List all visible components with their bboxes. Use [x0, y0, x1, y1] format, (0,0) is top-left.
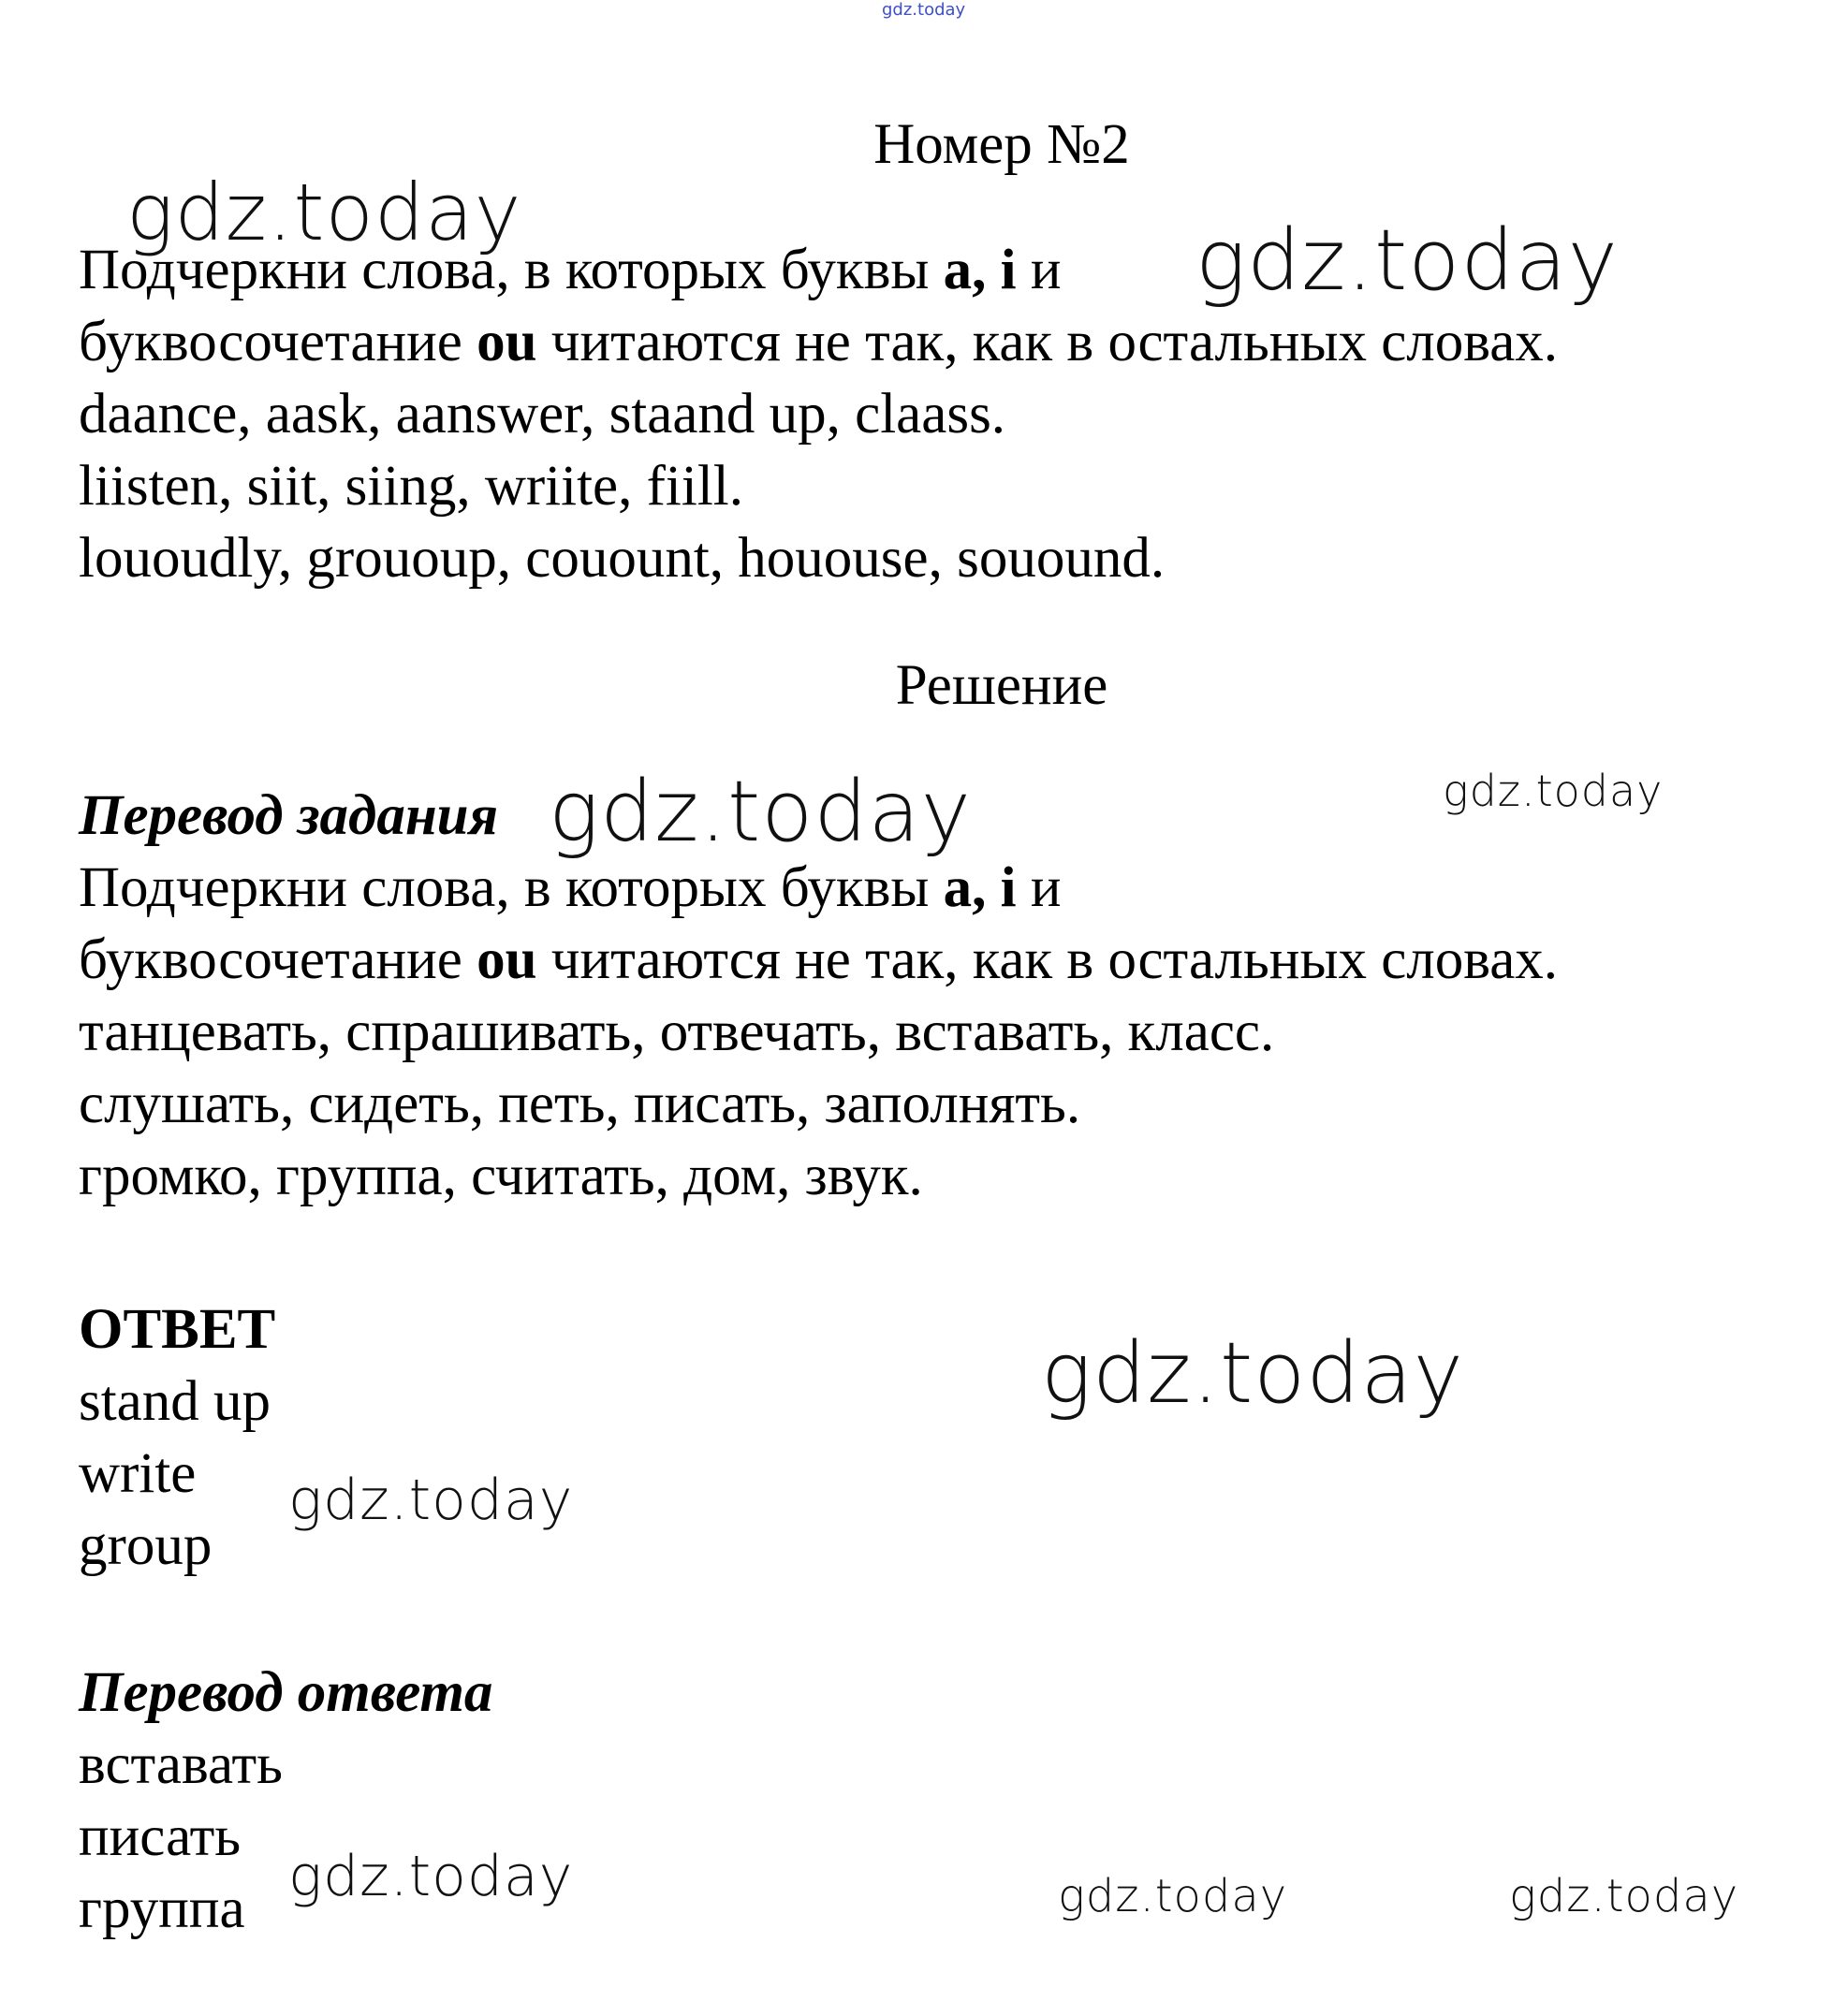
watermark: gdz.today: [1509, 1870, 1739, 1922]
task-line-2: [79, 306, 1558, 378]
answer-item: write: [79, 1442, 197, 1505]
page-title: Номер №2: [873, 113, 1130, 176]
watermark: gdz.today: [1443, 766, 1664, 816]
task-line-1-pre: Подчеркни слова, в которых буквы: [79, 239, 944, 301]
watermark: gdz.today: [1041, 1324, 1464, 1423]
tr-line-2-pre: буквосочетание: [79, 928, 477, 991]
watermark: gdz.today: [288, 1468, 574, 1533]
task-line-1-post: и: [1016, 239, 1062, 301]
answer-translation-item: группа: [79, 1877, 245, 1940]
answer-item: stand up: [79, 1370, 271, 1433]
answer-translation-item: писать: [79, 1805, 242, 1868]
task-translation-heading: Перевод задания: [79, 784, 499, 847]
task-words-i: liisten, siit, siing, wriite, fiill.: [79, 455, 743, 518]
task-words-ou: lououdly, grououp, couount, hououse, souound.: [79, 527, 1166, 590]
tr-line-2-letters: ou: [477, 928, 537, 991]
watermark-top: gdz.today: [882, 0, 966, 20]
answer-item: group: [79, 1514, 213, 1577]
answer-heading: ОТВЕТ: [79, 1298, 276, 1361]
tr-words-i: слушать, сидеть, петь, писать, заполнять.: [79, 1073, 1081, 1135]
watermark: gdz.today: [1058, 1870, 1288, 1922]
watermark: gdz.today: [126, 167, 522, 258]
tr-line-1-pre: Подчеркни слова, в которых буквы: [79, 856, 944, 919]
answer-translation-heading: Перевод ответа: [79, 1661, 493, 1724]
answer-translation-item: вставать: [79, 1733, 283, 1796]
task-words-a: daance, aask, aanswer, staand up, claass.: [79, 383, 1006, 446]
task-line-1-letters: a, i: [943, 239, 1017, 301]
watermark: gdz.today: [288, 1844, 574, 1909]
tr-line-1: [79, 852, 1558, 924]
task-line-2-pre: буквосочетание: [79, 311, 477, 373]
tr-words-a: танцевать, спрашивать, отвечать, вставать, класс.: [79, 1001, 1275, 1063]
task-line-2-post: читаются не так, как в остальных словах.: [536, 311, 1559, 373]
answer-block: [79, 1293, 275, 1582]
tr-words-ou: громко, группа, считать, дом, звук.: [79, 1145, 923, 1207]
watermark: gdz.today: [1195, 212, 1619, 310]
tr-line-2: [79, 924, 1558, 996]
tr-line-2-post: читаются не так, как в остальных словах.: [536, 928, 1559, 991]
tr-line-1-post: и: [1016, 856, 1062, 919]
solution-title: Решение: [895, 654, 1108, 717]
tr-line-1-letters: a, i: [943, 856, 1017, 919]
watermark: gdz.today: [549, 763, 972, 861]
task-line-2-letters: ou: [477, 311, 537, 373]
